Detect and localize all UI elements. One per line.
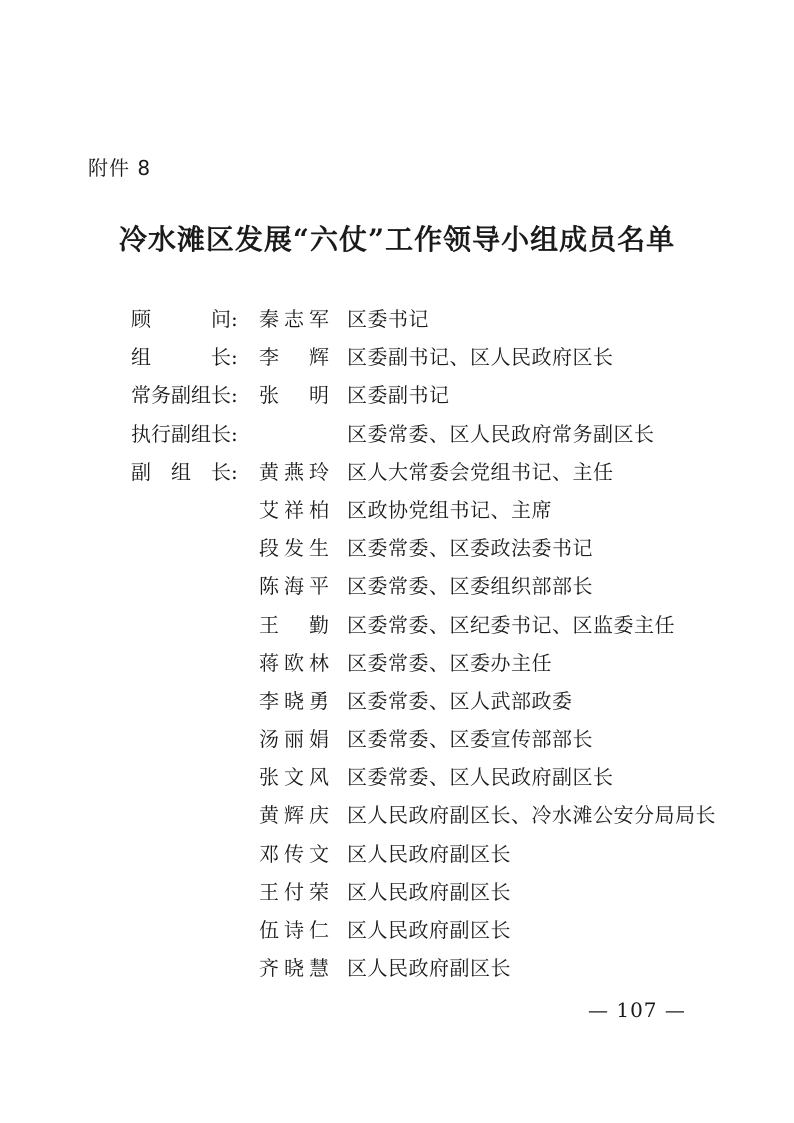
member-name (259, 567, 329, 605)
member-row (131, 415, 691, 453)
member-role-colon: : (231, 459, 238, 484)
member-name-char: 海 (284, 574, 304, 599)
member-position: 区委常委、区人民政府常务副区长 (347, 421, 655, 446)
member-role-colon: : (231, 307, 238, 331)
member-position: 区人民政府副区长 (347, 841, 511, 866)
member-role-char: 副 (131, 459, 151, 484)
member-position: 区人民政府副区长、冷水滩公安分局局长 (347, 803, 716, 828)
member-name-char: 辉 (284, 803, 304, 828)
member-name (259, 796, 329, 834)
member-role-char: 问 (211, 307, 231, 331)
member-name-char: 秦 (259, 307, 279, 331)
member-name (259, 606, 329, 644)
member-role-colon: : (231, 345, 238, 370)
member-row (131, 338, 691, 376)
member-name-char: 慧 (309, 956, 329, 981)
member-position: 区委常委、区人民政府副区长 (347, 765, 614, 790)
member-name (259, 949, 329, 987)
member-position: 区人民政府副区长 (347, 956, 511, 981)
member-name (259, 376, 329, 414)
member-position: 区委常委、区委政法委书记 (347, 536, 593, 561)
member-position: 区委常委、区委办主任 (347, 650, 552, 675)
member-position: 区委书记 (347, 307, 429, 331)
member-row (131, 873, 691, 911)
member-row (131, 796, 716, 834)
member-role-char: 副 (171, 421, 191, 446)
member-position: 区委副书记 (347, 383, 450, 408)
member-name-char: 军 (309, 307, 329, 331)
member-role-char: 长 (211, 421, 231, 446)
member-name (259, 338, 329, 376)
member-role-char: 组 (171, 459, 191, 484)
member-name-char: 风 (309, 765, 329, 790)
member-name-char: 艾 (259, 497, 279, 522)
member-name-char: 文 (284, 765, 304, 790)
member-role-char: 组 (131, 345, 151, 370)
member-row (131, 644, 691, 682)
member-name-char: 晓 (284, 956, 304, 981)
member-position: 区委常委、区委组织部部长 (347, 574, 593, 599)
member-name-char: 丽 (284, 727, 304, 752)
member-role-colon: : (231, 421, 238, 446)
member-name-char: 段 (259, 536, 279, 561)
attachment-label: 附件 8 (88, 156, 152, 180)
member-name-char: 汤 (259, 727, 279, 752)
member-row (131, 911, 691, 949)
member-name-char: 李 (259, 345, 279, 370)
member-name (259, 644, 329, 682)
member-name-char: 祥 (284, 497, 304, 522)
member-row (131, 758, 691, 796)
member-name-char: 邓 (259, 841, 279, 866)
member-position: 区人民政府副区长 (347, 918, 511, 942)
member-row (131, 300, 691, 338)
member-position: 区政协党组书记、主席 (347, 497, 552, 522)
member-name-char: 文 (309, 841, 329, 866)
member-name-char: 勇 (309, 688, 329, 713)
member-role (131, 376, 261, 414)
member-name-char: 发 (284, 536, 304, 561)
member-name (259, 720, 329, 758)
member-name-char: 黄 (259, 803, 279, 828)
member-name-char: 辉 (309, 345, 329, 370)
member-name-char: 燕 (284, 459, 304, 484)
member-row (131, 567, 691, 605)
member-role-char: 务 (151, 383, 171, 408)
member-name (259, 835, 329, 873)
member-role (131, 338, 261, 376)
member-position: 区委副书记、区人民政府区长 (347, 345, 614, 370)
member-role-colon: : (231, 383, 238, 408)
member-name-char: 王 (259, 612, 279, 637)
member-role-char: 常 (131, 383, 151, 408)
member-list (131, 300, 716, 987)
member-name-char: 黄 (259, 459, 279, 484)
member-position: 区人民政府副区长 (347, 879, 511, 904)
member-name (259, 682, 329, 720)
member-name (259, 300, 329, 338)
member-name (259, 491, 329, 529)
member-role-char: 执 (131, 421, 151, 446)
member-row (131, 376, 691, 414)
member-role-char: 副 (171, 383, 191, 408)
member-name-char: 荣 (309, 879, 329, 904)
member-role-char: 行 (151, 421, 171, 446)
member-row (131, 949, 691, 987)
page-number: — 107 — (588, 998, 686, 1022)
member-role (131, 453, 261, 491)
member-name-char: 仁 (309, 918, 329, 942)
member-name-char: 付 (284, 879, 304, 904)
member-name-char: 庆 (309, 803, 329, 828)
member-role-char: 长 (211, 459, 231, 484)
member-role-char: 顾 (131, 307, 151, 331)
member-name-char: 明 (309, 383, 329, 408)
member-row (131, 835, 691, 873)
member-name-char: 柏 (309, 497, 329, 522)
member-name-char: 晓 (284, 688, 304, 713)
member-name (259, 873, 329, 911)
member-name (259, 529, 329, 567)
member-role (131, 300, 261, 338)
member-position: 区委常委、区委宣传部部长 (347, 727, 593, 752)
member-position: 区委常委、区纪委书记、区监委主任 (347, 612, 675, 637)
member-name-char: 诗 (284, 918, 304, 942)
member-name-char: 张 (259, 383, 279, 408)
member-name-char: 齐 (259, 956, 279, 981)
member-position: 区人大常委会党组书记、主任 (347, 459, 614, 484)
member-name-char: 传 (284, 841, 304, 866)
document-title: 冷水滩区发展“六仗”工作领导小组成员名单 (118, 223, 676, 256)
member-name-char: 张 (259, 765, 279, 790)
member-role-char: 长 (211, 383, 231, 408)
member-name-char: 王 (259, 879, 279, 904)
member-name (259, 911, 329, 949)
member-name-char: 蒋 (259, 650, 279, 675)
member-name (259, 453, 329, 491)
member-name-char: 李 (259, 688, 279, 713)
member-name-char: 陈 (259, 574, 279, 599)
member-name (259, 758, 329, 796)
member-row (131, 529, 691, 567)
member-name-char: 伍 (259, 918, 279, 942)
member-role-char: 组 (191, 421, 211, 446)
member-row (131, 606, 691, 644)
member-name-char: 勤 (309, 612, 329, 637)
member-name-char: 玲 (309, 459, 329, 484)
member-name-char: 欧 (284, 650, 304, 675)
member-name-char: 志 (284, 307, 304, 331)
member-role-char: 长 (211, 345, 231, 370)
member-position: 区委常委、区人武部政委 (347, 688, 573, 713)
member-row (131, 720, 691, 758)
member-name-char: 生 (309, 536, 329, 561)
member-name-char: 娟 (309, 727, 329, 752)
member-name-char: 平 (309, 574, 329, 599)
member-row (131, 453, 691, 491)
member-row (131, 682, 691, 720)
member-role-char: 组 (191, 383, 211, 408)
member-row (131, 491, 691, 529)
member-role (131, 415, 261, 453)
member-name-char: 林 (309, 650, 329, 675)
